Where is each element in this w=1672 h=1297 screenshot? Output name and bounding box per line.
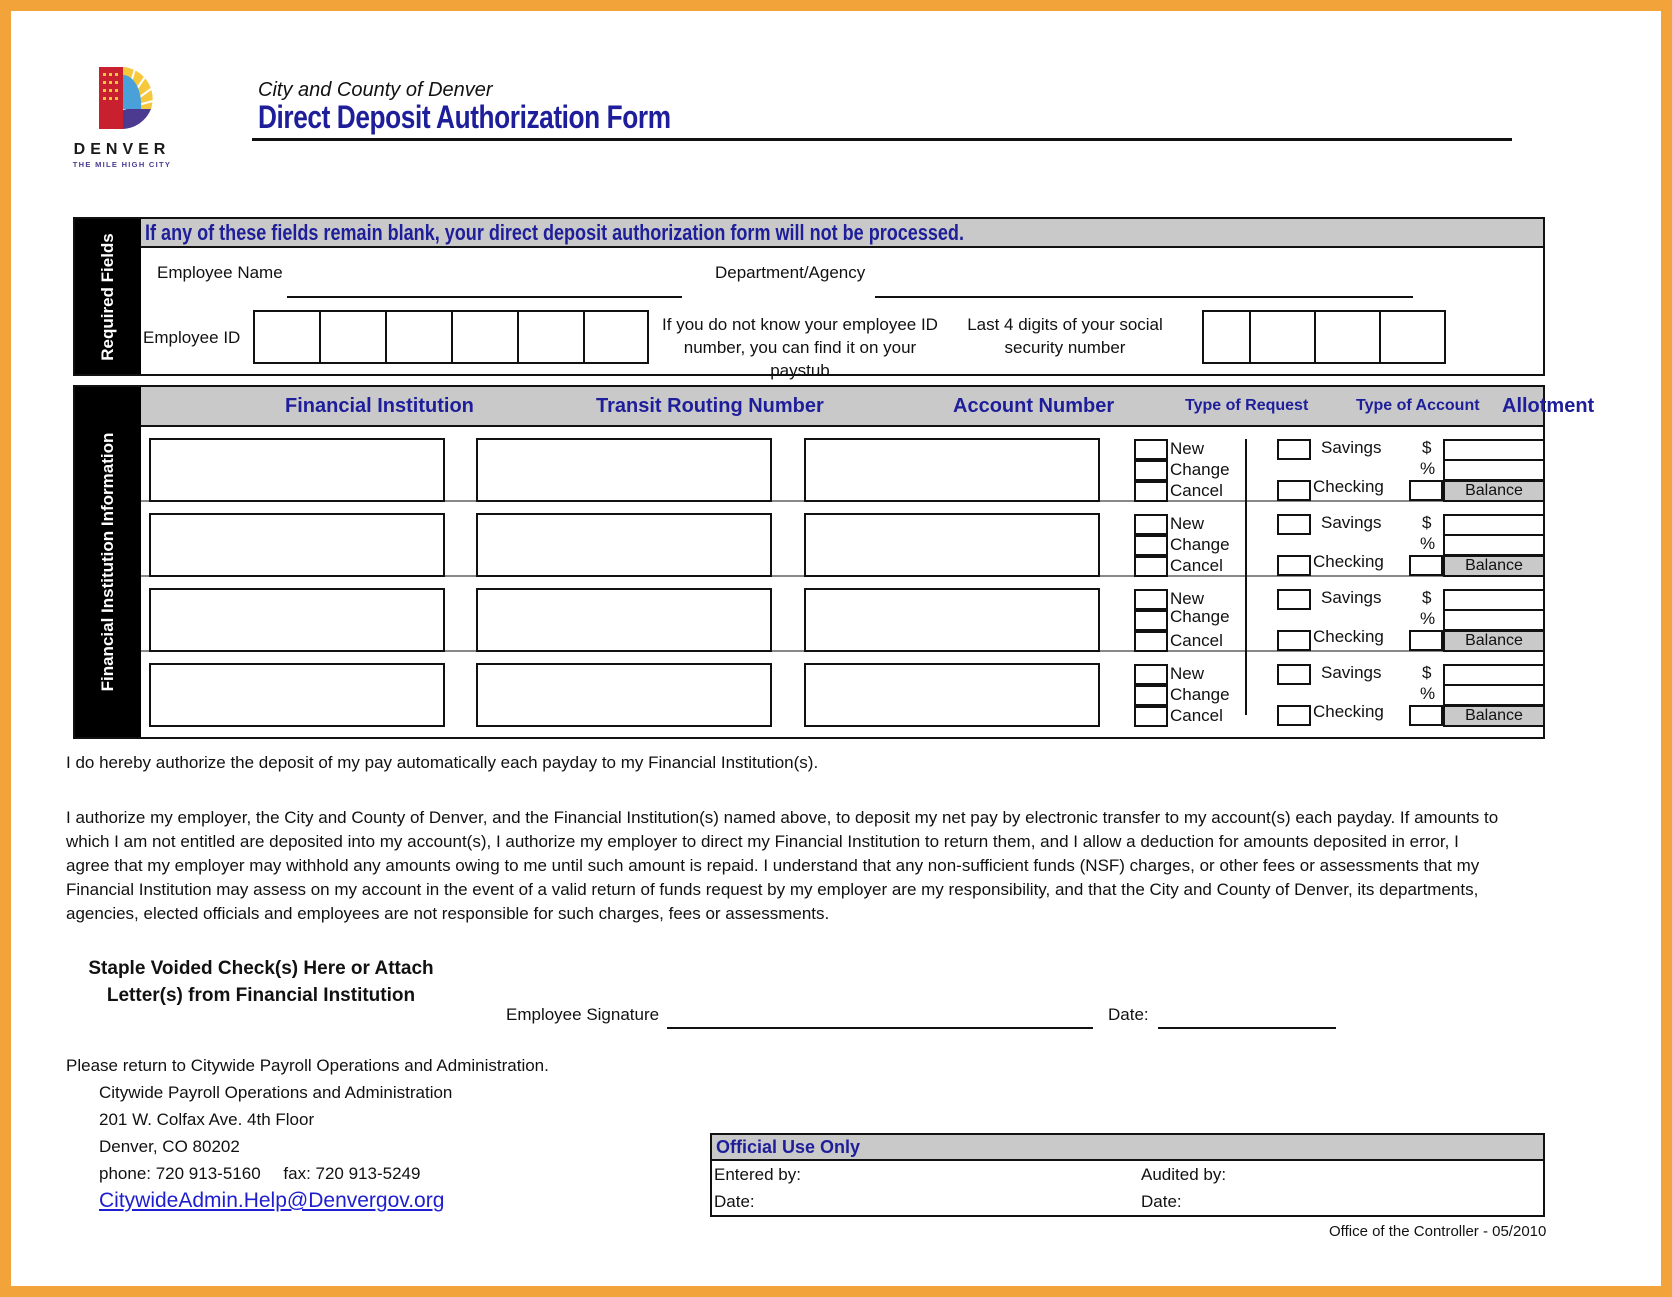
official-use-header <box>712 1135 1543 1161</box>
ssn-digit[interactable] <box>1381 312 1444 362</box>
address-line: Denver, CO 80202 <box>99 1137 240 1156</box>
financial-institution-input[interactable] <box>149 663 445 727</box>
required-fields-tab <box>75 219 141 374</box>
fax-number: fax: 720 913-5249 <box>283 1164 421 1183</box>
percent-symbol: % <box>1420 534 1436 553</box>
official-use-title: Official Use Only <box>716 1137 861 1157</box>
checking-label: Checking <box>1313 552 1384 571</box>
balance-checkbox[interactable] <box>1409 630 1443 651</box>
phone-number: phone: 720 913-5160 <box>99 1164 261 1183</box>
title-rule <box>252 138 1512 141</box>
financial-institution-input[interactable] <box>149 513 445 577</box>
col-allotment: Allotment <box>1502 395 1595 417</box>
employee-id-note-line: If you do not know your employee ID <box>662 315 938 334</box>
checking-label: Checking <box>1313 627 1384 646</box>
logo-tagline: THE MILE HIGH CITY <box>72 160 172 169</box>
footer-revision: Office of the Controller - 05/2010 <box>1329 1223 1547 1240</box>
change-label: Change <box>1170 535 1230 554</box>
contact-line <box>99 1160 452 1187</box>
employee-id-digit[interactable] <box>519 312 585 362</box>
new-label: New <box>1170 589 1205 608</box>
new-checkbox[interactable] <box>1134 439 1168 460</box>
cancel-checkbox[interactable] <box>1134 631 1168 652</box>
allotment-amount-input[interactable] <box>1443 514 1545 536</box>
new-label: New <box>1170 514 1205 533</box>
address-line: Citywide Payroll Operations and Administration <box>99 1083 453 1102</box>
allotment-amount-input[interactable] <box>1443 439 1545 461</box>
account-number-input[interactable] <box>804 438 1100 502</box>
checking-checkbox[interactable] <box>1277 630 1311 651</box>
audited-by-label: Audited by: <box>1141 1165 1227 1184</box>
cancel-checkbox[interactable] <box>1134 481 1168 502</box>
routing-number-input[interactable] <box>476 513 772 577</box>
checking-label: Checking <box>1313 477 1384 496</box>
signature-field[interactable] <box>667 1027 1093 1029</box>
allotment-percent-input[interactable] <box>1443 534 1545 556</box>
employee-id-note <box>655 313 945 382</box>
staple-instructions <box>81 955 441 1009</box>
balance-checkbox[interactable] <box>1409 705 1443 726</box>
ssn-digit[interactable] <box>1204 312 1251 362</box>
change-checkbox[interactable] <box>1134 685 1168 706</box>
authorization-statement: I do hereby authorize the deposit of my pay automatically each payday to my Financial Institution(s). <box>66 753 819 772</box>
savings-checkbox[interactable] <box>1277 514 1311 535</box>
email-link[interactable]: CitywideAdmin.Help@Denvergov.org <box>99 1189 445 1212</box>
staple-line: Letter(s) from Financial Institution <box>106 985 416 1006</box>
employee-id-field[interactable] <box>253 310 649 364</box>
ssn-note-line: Last 4 digits of your social <box>967 315 1163 334</box>
cancel-checkbox[interactable] <box>1134 556 1168 577</box>
column-divider <box>1245 502 1247 577</box>
signature-label: Employee Signature <box>506 1005 660 1024</box>
required-banner <box>141 219 1543 248</box>
cancel-label: Cancel <box>1170 631 1223 650</box>
dollar-symbol: $ <box>1422 588 1432 607</box>
employee-id-digit[interactable] <box>453 312 519 362</box>
percent-symbol: % <box>1420 609 1436 628</box>
account-number-input[interactable] <box>804 663 1100 727</box>
column-divider <box>1245 577 1247 652</box>
financial-header <box>141 387 1595 427</box>
allotment-percent-input[interactable] <box>1443 684 1545 706</box>
employee-id-digit[interactable] <box>321 312 387 362</box>
signature-date-field[interactable] <box>1158 1027 1336 1029</box>
department-label: Department/Agency <box>715 263 866 282</box>
new-checkbox[interactable] <box>1134 664 1168 685</box>
checking-checkbox[interactable] <box>1277 480 1311 501</box>
balance-checkbox[interactable] <box>1409 480 1443 501</box>
col-account-number: Account Number <box>953 395 1115 417</box>
entered-by-label: Entered by: <box>714 1165 801 1184</box>
account-number-input[interactable] <box>804 513 1100 577</box>
financial-side-label: Financial Institution Information <box>98 432 117 692</box>
cancel-label: Cancel <box>1170 706 1223 725</box>
balance-label: Balance <box>1443 630 1545 652</box>
financial-institution-input[interactable] <box>149 438 445 502</box>
page-title: Direct Deposit Authorization Form <box>258 99 671 135</box>
savings-label: Savings <box>1321 588 1382 607</box>
allotment-amount-input[interactable] <box>1443 664 1545 686</box>
change-label: Change <box>1170 685 1230 704</box>
official-use-section <box>710 1133 1545 1217</box>
ssn-digit[interactable] <box>1251 312 1316 362</box>
checking-checkbox[interactable] <box>1277 705 1311 726</box>
account-row <box>141 427 1543 502</box>
new-label: New <box>1170 664 1205 683</box>
col-type-of-account: Type of Account <box>1356 397 1480 414</box>
official-date-right-label: Date: <box>1141 1192 1182 1211</box>
account-row <box>141 502 1543 577</box>
balance-label: Balance <box>1443 705 1545 727</box>
new-label: New <box>1170 439 1205 458</box>
required-fields-section <box>73 217 1545 380</box>
routing-number-input[interactable] <box>476 588 772 652</box>
cancel-checkbox[interactable] <box>1134 706 1168 727</box>
checking-checkbox[interactable] <box>1277 555 1311 576</box>
required-banner-text: If any of these fields remain blank, your direct deposit authorization form will not be processed. <box>145 220 964 245</box>
checking-label: Checking <box>1313 702 1384 721</box>
signature-date-label: Date: <box>1108 1005 1149 1024</box>
financial-institution-section <box>73 385 1595 739</box>
savings-checkbox[interactable] <box>1277 589 1311 610</box>
percent-symbol: % <box>1420 459 1436 478</box>
allotment-percent-input[interactable] <box>1443 459 1545 481</box>
change-label: Change <box>1170 607 1230 626</box>
savings-checkbox[interactable] <box>1277 664 1311 685</box>
allotment-percent-input[interactable] <box>1443 609 1545 631</box>
employee-id-digit[interactable] <box>585 312 647 362</box>
denver-logo-icon <box>65 61 179 141</box>
account-row <box>141 652 1543 727</box>
employee-id-digit[interactable] <box>387 312 453 362</box>
dollar-symbol: $ <box>1422 438 1432 457</box>
new-checkbox[interactable] <box>1134 589 1168 610</box>
change-checkbox[interactable] <box>1134 610 1168 631</box>
col-financial-institution: Financial Institution <box>285 395 474 417</box>
col-type-of-request: Type of Request <box>1185 397 1309 414</box>
balance-label: Balance <box>1443 480 1545 502</box>
column-divider <box>1245 652 1247 715</box>
return-instructions: Please return to Citywide Payroll Operations and Administration. <box>66 1056 549 1075</box>
balance-checkbox[interactable] <box>1409 555 1443 576</box>
balance-label: Balance <box>1443 555 1545 577</box>
savings-label: Savings <box>1321 438 1382 457</box>
col-transit-routing: Transit Routing Number <box>596 395 824 417</box>
ssn-note-line: security number <box>1004 338 1126 357</box>
official-date-left-label: Date: <box>714 1192 755 1211</box>
employee-id-note-line: number, you can find it on your paystub <box>683 338 917 380</box>
employee-name-label: Employee Name <box>157 263 283 282</box>
change-label: Change <box>1170 460 1230 479</box>
change-checkbox[interactable] <box>1134 535 1168 556</box>
ssn-note <box>955 313 1175 359</box>
ssn-digit[interactable] <box>1316 312 1381 362</box>
dollar-symbol: $ <box>1422 513 1432 532</box>
address-line: 201 W. Colfax Ave. 4th Floor <box>99 1110 315 1129</box>
organization-name: City and County of Denver <box>258 79 493 101</box>
department-field[interactable] <box>875 296 1413 298</box>
employee-id-label: Employee ID <box>143 328 241 347</box>
savings-label: Savings <box>1321 513 1382 532</box>
cancel-label: Cancel <box>1170 481 1223 500</box>
address-block <box>99 1079 452 1187</box>
savings-checkbox[interactable] <box>1277 439 1311 460</box>
staple-line: Staple Voided Check(s) Here or Attach <box>88 958 434 979</box>
routing-number-input[interactable] <box>476 438 772 502</box>
change-checkbox[interactable] <box>1134 460 1168 481</box>
account-number-input[interactable] <box>804 588 1100 652</box>
percent-symbol: % <box>1420 684 1436 703</box>
dollar-symbol: $ <box>1422 663 1432 682</box>
ssn-field[interactable] <box>1202 310 1446 364</box>
financial-tab <box>75 387 141 737</box>
routing-number-input[interactable] <box>476 663 772 727</box>
cancel-label: Cancel <box>1170 556 1223 575</box>
logo-wordmark: DENVER <box>73 141 171 158</box>
employee-name-field[interactable] <box>287 296 682 298</box>
new-checkbox[interactable] <box>1134 514 1168 535</box>
account-row <box>141 577 1543 652</box>
column-divider <box>1245 439 1247 502</box>
financial-institution-input[interactable] <box>149 588 445 652</box>
required-fields-label: Required Fields <box>98 232 117 361</box>
savings-label: Savings <box>1321 663 1382 682</box>
employee-id-digit[interactable] <box>255 312 321 362</box>
allotment-amount-input[interactable] <box>1443 589 1545 611</box>
authorization-terms: I authorize my employer, the City and County of Denver, and the Financial Institution(s) named above, to deposit my net pay by electronic transfer to my account(s) each payday. If amounts to which I am not entitled are deposited into my account(s), I authorize my employer to direct my Financial Institution to return them, and I allow a deduction for amounts deposited in error, I agree that my employer may withhold any amounts owing to me until such amount is repaid. I understand that any non-sufficient funds (NSF) charges, or other fees or assessments that my Financial Institution may assess on my account in the event of a valid return of funds request by my employer are my responsibility, and that the City and County of Denver, its departments, agencies, elected officials and employees are not responsible for such charges, fees or assessments. <box>66 808 1499 923</box>
